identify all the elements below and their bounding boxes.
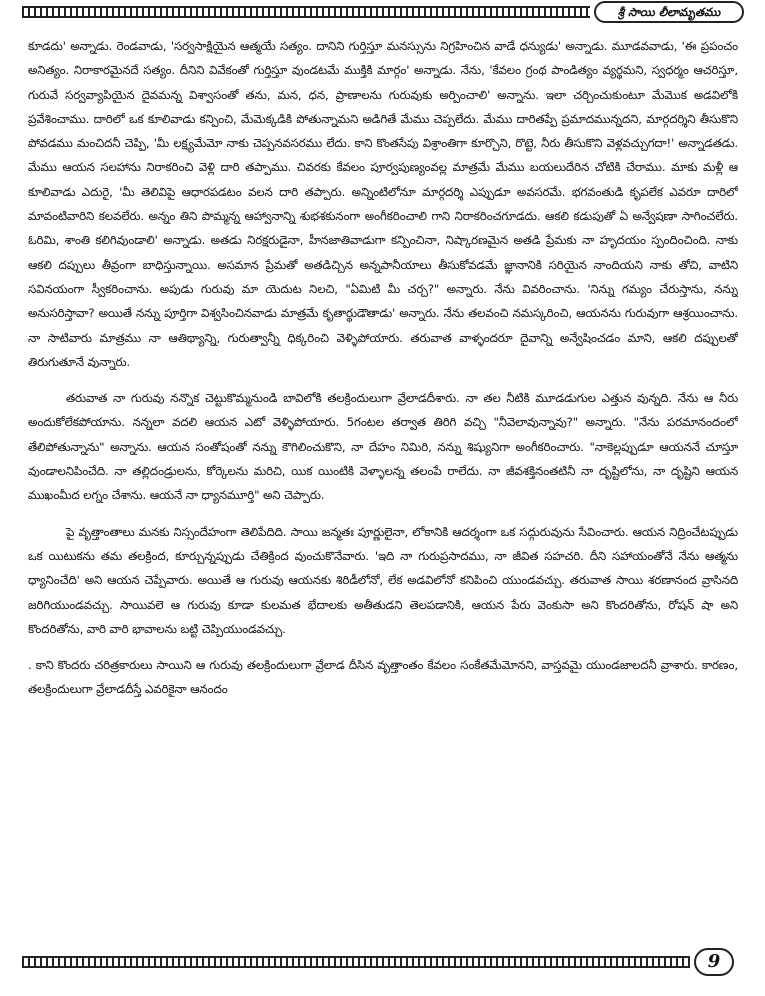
paragraph-4: . కాని కొందరు చరిత్రకారులు సాయిని ఆ గురువు తలక్రిందులుగా వ్రేలాడ దీసిన వృత్తాంతం కేవలం సంకేతమేమోనని, వాస్తవమై యుండజాలదనీ వ్రాశారు. కారణం, తలక్రిందులుగా వ్రేలాడదీస్తే ఎవరికైనా ఆనందం	[28, 658, 738, 697]
page-body	[28, 34, 738, 946]
top-border-ornament	[22, 6, 590, 18]
page-number: 9	[694, 948, 734, 976]
paragraph-1: కూడదు' అన్నాడు. రెండవాడు, 'సర్వసాక్షియైన ఆత్మయే సత్యం. దానిని గుర్తిస్తూ మనస్సును నిగ్రహించిన వాడే ధన్యుడు' అన్నాడు. మూడవవాడు, 'ఈ ప్రపంచం అనిత్యం. నిరాకారమైనదే సత్యం. దీనిని వివేకంతో గుర్తిస్తూ వుండటమే ముక్తికి మార్గం' అన్నాడు. నేను, 'కేవలం గ్రంథ పాండిత్యం వ్యర్థమని, స్వధర్మం ఆచరిస్తూ, గురువే సర్వవ్యాపియైన దైవమన్న విశ్వాసంతో తను, మన, ధన, ప్రాణాలను గురువుకు అర్పించాలి' అన్నాను. ఇలా చర్చించుకుంటూ మేమొక అడవిలోకి ప్రవేశించాము. దారిలో ఒక కూలివాడు కన్పించి, మేమెక్కడికి పోతున్నామని అడిగితే మేము చెప్పలేదు. మేము దారితప్పే ప్రమాదమున్నదని, మార్గదర్శిని తీసుకొని పోవడము మంచిదనీ చెప్పి, 'మీ లక్ష్యమేమో నాకు చెప్పనవసరము లేదు. కాని కొంతసేపు విశ్రాంతిగా కూర్చొని, రొట్టె, నీరు తీసుకొని వెళ్లవచ్చుగదా!' అన్నాడతడు. మేము ఆయన సలహాను నిరాకరించి వెళ్లి దారి తప్పాము. చివరకు కేవలం పూర్వపుణ్యంవల్ల మాత్రమే మేము బయలుదేరిన చోటికి చేరాము. మాకు మళ్లీ ఆ కూలివాడు ఎదురై, 'మీ తెలివిపై ఆధారపడటం వలన దారి తప్పారు. అన్నింటిలోనూ మార్గదర్శి ఎప్పుడూ అవసరమే. భగవంతుడి కృపలేక ఎవరూ దారిలో మావంటివారిని కలవలేరు. అన్నం తిని పొమ్మన్న ఆహ్వానాన్ని శుభశకునంగా అంగీకరించాలి గాని నిరాకరించగూడదు. ఆకలి కడుపుతో ఏ అన్వేషణా సాగించలేరు. ఓరిమి, శాంతి కలిగివుండాలి' అన్నాడు. అతడు నిరక్షరుడైనా, హీనజాతివాడుగా కన్పించినా, నిష్కారణమైన అతడి ప్రేమకు నా హృదయం స్పందించింది. నాకు ఆకలి దప్పులు తీవ్రంగా బాధిస్తున్నాయి. అసమాన ప్రేమతో అతడిచ్చిన అన్నపానీయాలు తీసుకోవడమే జ్ఞానానికి సరియైన నాందియని నాకు తోచి, వాటిని సవినయంగా స్వీకరించాను. అపుడు గురువు మా యెదుట నిలచి, "ఏమిటి మీ చర్చ?" అన్నారు. నేను వివరించాను. 'నిన్ను గమ్యం చేరుస్తాను, నన్ను అనుసరిస్తావా? అయితే నన్ను పూర్తిగా విశ్వసించినవాడు మాత్రమే కృతార్థుడౌతాడు' అన్నారు. నేను తలవంచి నమస్కరించి, ఆయనను గురువుగా ఆశ్రయించాను. నా సాటివారు మాత్రము నా ఆతిథ్యాన్ని, గురుత్వాన్నీ ధిక్కరించి వెళ్ళిపోయారు. తరువాత వాళ్ళందరూ దైవాన్ని అన్వేషించడం మాని, ఆకలి దప్పులతో తిరుగుతూనే వున్నారు.	[28, 39, 738, 369]
running-header-title: శ్రీ సాయి లీలామృతము	[594, 1, 744, 23]
paragraph-3: పై వృత్తాంతాలు మనకు నిస్సందేహంగా తెలిపేదిది. సాయి జన్మతః పూర్ణులైనా, లోకానికి ఆదర్శంగా ఒక సద్గురువును సేవించారు. ఆయన నిద్రించేటప్పుడు ఒక యిటుకను తమ తలక్రింద, కూర్చున్నప్పుడు చేతిక్రింద వుంచుకొనేవారు. 'ఇది నా గురుప్రసాదము, నా జీవిత సహచరి. దీని సహాయంతోనే నేను ఆత్మను ధ్యానించేది' అని ఆయన చెప్పేవారు. అయితే ఆ గురువు ఆయనకు శిరిడీలోనో, లేక అడవిలోనో కనిపించి యుండవచ్చు. తరువాత సాయి శరణానంద వ్రాసినది జరిగియుండవచ్చు. సాయివలె ఆ గురువు కూడా కులమత భేదాలకు అతీతుడని తెలపడానికి, ఆయన పేరు వెంకుసా అని కొందరితోను, రోషన్ షా అని కొందరితోను, వారి వారి భావాలను బట్టి చెప్పియుండవచ్చు.	[28, 524, 738, 636]
paragraph-2: తరువాత నా గురువు నన్నొక చెట్టుకొమ్మనుండి బావిలోకి తలక్రిందులుగా వ్రేలాడదీశారు. నా తల నీటికి మూడడుగుల ఎత్తున వున్నది. నేను ఆ నీరు అందుకోలేకపోయాను. నన్నలా వదలి ఆయన ఎటో వెళ్ళిపోయారు. 5గంటల తర్వాత తిరిగి వచ్చి "నీవెలావున్నావు?" అన్నారు. "నేను పరమానందంలో తేలిపోతున్నాను" అన్నాను. ఆయన సంతోషంతో నన్ను కౌగిలించుకొని, నా దేహం నిమిరి, నన్ను శిష్యునిగా అంగీకరించారు. "నాకెల్లప్పుడూ ఆయననే చూస్తూ వుండాలనిపించేది. నా తల్లిదండ్రులను, కోర్కెలను మరిచి, యిక యింటికి వెళ్ళాలన్న తలంపే రాలేదు. నా జీవశక్తినంతటినీ నా దృష్టిలోను, నా దృష్టిని ఆయన ముఖంమీద లగ్నం చేశాను. ఆయనే నా ధ్యానమూర్తి" అని చెప్పారు.	[28, 391, 738, 503]
bottom-border-ornament	[22, 956, 690, 968]
